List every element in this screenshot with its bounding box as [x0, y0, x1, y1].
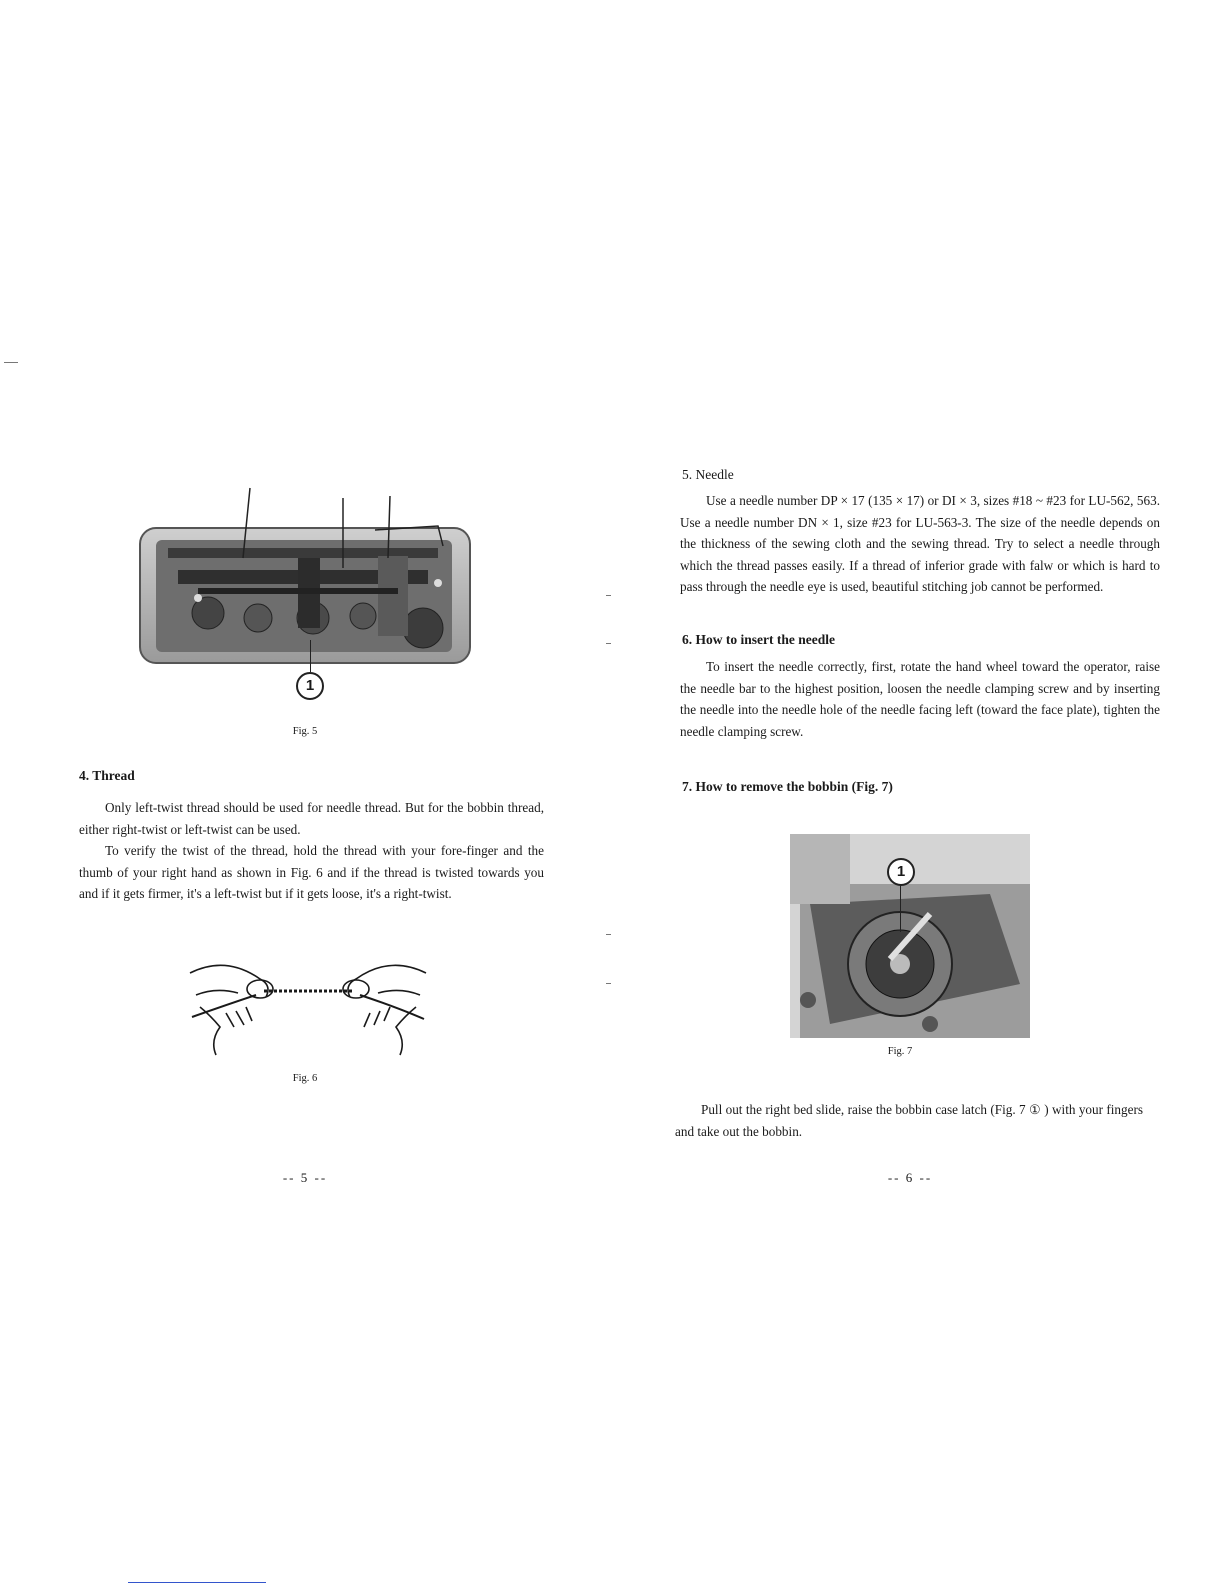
fig7-callout: 1	[887, 858, 915, 886]
section6-heading: 6. How to insert the needle	[682, 632, 835, 647]
bottom-link-underline	[128, 1582, 266, 1583]
section5-paragraph: Use a needle number DP × 17 (135 × 17) or DI × 3, sizes #18 ~ #23 for LU-562, 563. Use a needle number DN × 1, size #23 for LU-563-3. The size of the needle depends on the thickness of the sewing cloth and the sewing thread. Try to select a needle through which the thread passes easily. If a thread of inferior grade with falw or which is hard to pass through the needle eye is used, beautiful stitching job cannot be performed.	[680, 493, 1160, 594]
section4-heading: 4. Thread	[79, 768, 135, 783]
section4-paragraph-1: Only left-twist thread should be used for needle thread. But for the bobbin thread, either right-twist or left-twist can be used.	[79, 800, 544, 837]
right-page	[612, 0, 1225, 1585]
right-page-number: -- 6 --	[887, 1170, 933, 1185]
left-page-number: -- 5 --	[282, 1170, 328, 1185]
margin-mark	[606, 934, 611, 935]
fig5-caption: Fig. 5	[292, 726, 318, 737]
margin-mark	[606, 595, 611, 596]
fig5-callout: 1	[296, 672, 324, 700]
hands-thread-icon	[186, 955, 430, 1059]
fig6-caption: Fig. 6	[292, 1073, 318, 1084]
section7-heading: 7. How to remove the bobbin (Fig. 7)	[682, 779, 893, 794]
section4-paragraph-2: To verify the twist of the thread, hold the thread with your fore-finger and the thumb of your right hand as shown in Fig. 6 and if the thread is twisted towards you and if it gets firmer, it's a left-twist but if it gets loose, it's a right-twist.	[79, 843, 544, 901]
left-edge-mark	[4, 362, 18, 363]
margin-mark	[606, 643, 611, 644]
fig5-mechanism-image	[138, 478, 480, 668]
fig6-illustration	[186, 955, 430, 1059]
fig7-leader-line	[900, 882, 901, 932]
fig5-leader-line	[310, 640, 311, 672]
section6-paragraph: To insert the needle correctly, first, rotate the hand wheel toward the operator, raise the needle bar to the highest position, loosen the needle clamping screw and by inserting the needle into the needle hole of the needle facing left (toward the face plate), tighten the needle clamping screw.	[680, 659, 1160, 739]
fig5-photo	[138, 478, 480, 668]
fig7-caption: Fig. 7	[887, 1046, 913, 1057]
section7-paragraph: Pull out the right bed slide, raise the bobbin case latch (Fig. 7 ① ) with your fingers and take out the bobbin.	[675, 1102, 1143, 1139]
margin-mark	[606, 983, 611, 984]
left-page	[0, 0, 612, 1585]
section5-heading: 5. Needle	[682, 467, 734, 482]
